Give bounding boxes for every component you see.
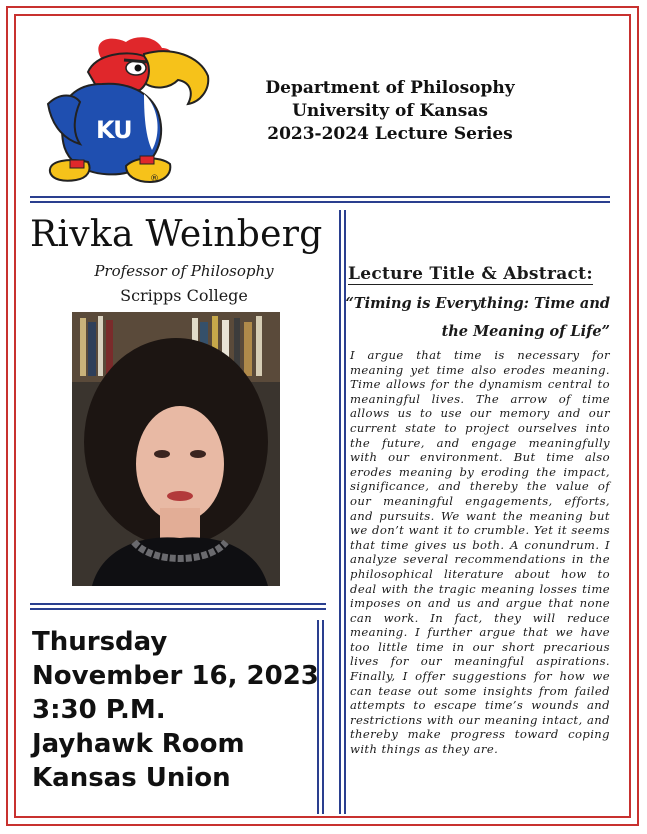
event-top-rule xyxy=(30,603,326,605)
event-venue: Kansas Union xyxy=(32,763,231,793)
logo-lettering: KU xyxy=(96,116,132,144)
speaker-name: Rivka Weinberg xyxy=(30,214,323,255)
event-side-rule-second xyxy=(322,620,324,814)
event-top-rule-second xyxy=(30,608,326,610)
event-day: Thursday xyxy=(32,627,168,657)
event-side-rule xyxy=(317,620,319,814)
university-heading: University of Kansas xyxy=(292,101,488,121)
registered-mark: ® xyxy=(150,174,159,184)
lecture-abstract: I argue that time is necessary for meaning yet time also erodes meaning. Time allows for the dynamism central to meaningful lives. The arrow of time allows us to use our memory and our current state to project ourselves into the future, and engage meaningfully with our environment. But time also erodes meaning by eroding the impact, significance, and thereby the value of our meaningful engagements, efforts, and pursuits. We want the meaning but we don’t want it to crumble. Yet it seems that time gives us both. A conundrum. I analyze several recommendations in the philosophical literature about how to deal with the tragic meaning losses time imposes on and us and argue that none can work. In fact, they will reduce meaning. I further argue that we have too little time in our short precarious lives for our meaningful aspirations. Finally, I offer suggestions for how we can tease out some insights from failed attempts to escape time’s wounds and restrictions with our meaning intact, and thereby make progress toward coping with things as they are. xyxy=(350,348,610,757)
event-time: 3:30 P.M. xyxy=(32,695,166,725)
speaker-portrait-icon xyxy=(72,312,280,586)
event-date: November 16, 2023 xyxy=(32,661,319,691)
abstract-heading: Lecture Title & Abstract: xyxy=(348,264,593,284)
top-rule xyxy=(30,196,610,198)
department-heading: Department of Philosophy xyxy=(265,78,515,98)
series-heading: 2023-2024 Lecture Series xyxy=(267,124,513,144)
speaker-institution: Scripps College xyxy=(120,286,248,305)
event-room: Jayhawk Room xyxy=(32,729,245,759)
speaker-photo xyxy=(72,312,280,586)
lecture-title: “Timing is Everything: Time and the Meaning of Life” xyxy=(345,295,610,340)
speaker-title: Professor of Philosophy xyxy=(94,262,274,280)
top-rule-second xyxy=(30,201,610,203)
